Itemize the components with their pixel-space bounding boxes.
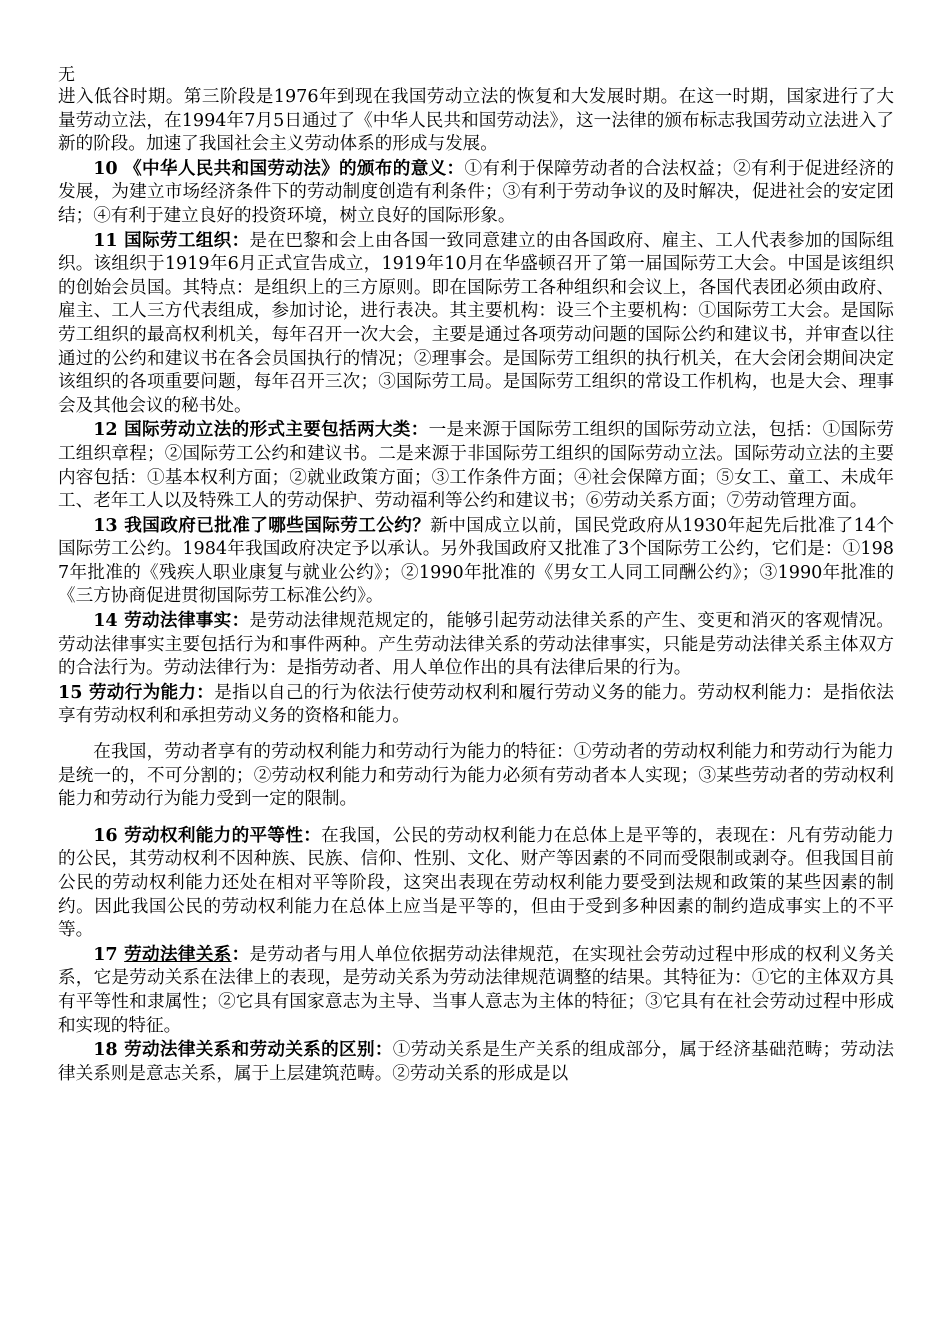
paragraph-10	[58, 157, 894, 229]
paragraph-legislation-stages	[58, 86, 894, 157]
paragraph-body: 是指以自己的行为依法行使劳动权利和履行劳动义务的能力。劳动权利能力：是指依法享有劳动权利和承担劳动义务的资格和能力。	[58, 682, 894, 727]
paragraph-body: 新中国成立以前，国民党政府从1930年起先后批准了14个国际劳工公约。1984年我国政府决定予以承认。另外我国政府又批准了3个国际劳工公约，它们是：①1987年批准的《残疾人职业康复与就业公约》；②1990年批准的《男女工人同工同酬公约》；③1990年批准的《三方协商促进贯彻国际劳工标准公约》。	[58, 515, 894, 607]
paragraph-11	[58, 229, 894, 419]
paragraph-body: 一是来源于国际劳工组织的国际劳动立法，包括：①国际劳工组织章程；②国际劳工公约和建议书。二是来源于非国际劳工组织的国际劳动立法。国际劳动立法的主要内容包括：①基本权利方面；②就业政策方面；③工作条件方面；④社会保障方面；⑤女工、童工、未成年工、老年工人以及特殊工人的劳动保护、劳动福利等公约和建议书；⑥劳动关系方面；⑦劳动管理方面。	[58, 420, 894, 512]
paragraph-heading: 18 劳动法律关系和劳动关系的区别：	[93, 1039, 393, 1061]
paragraph-heading: 15 劳动行为能力：	[58, 681, 215, 703]
paragraph-heading: 14 劳动法律事实：	[93, 610, 250, 632]
paragraph-body: 进入低谷时期。第三阶段是1976年到现在我国劳动立法的恢复和大发展时期。在这一时期，国家进行了大量劳动立法，在1994年7月5日通过了《中华人民共和国劳动法》，这一法律的颁布标志我国劳动立法进入了新的阶段。加速了我国社会主义劳动体系的形成与发展。	[58, 87, 894, 155]
paragraph-heading-colon: ：	[231, 943, 250, 965]
paragraph-body: 是劳动者与用人单位依据劳动法律规范，在实现社会劳动过程中形成的权利义务关系，它是劳动关系在法律上的表现，是劳动关系为劳动法律规范调整的结果。其特征为：①它的主体双方具有平等性和隶属性；②它具有国家意志为主导、当事人意志为主体的特征；③它具有在社会劳动过程中形成和实现的特征。	[58, 944, 894, 1036]
paragraph-body: 在我国，劳动者享有的劳动权利能力和劳动行为能力的特征：①劳动者的劳动权利能力和劳动行为能力是统一的，不可分割的；②劳动权利能力和劳动行为能力必须有劳动者本人实现；③某些劳动者的劳动权利能力和劳动行为能力受到一定的限制。	[58, 742, 894, 810]
paragraph-14	[58, 609, 894, 681]
paragraph-18	[58, 1038, 894, 1086]
paragraph-body: 在我国，公民的劳动权利能力在总体上是平等的，表现在：凡有劳动能力的公民，其劳动权利不因种族、民族、信仰、性别、文化、财产等因素的不同而受限制或剥夺。但我国目前公民的劳动权利能力还处在相对平等阶段，这突出表现在劳动权利能力要受到法规和政策的某些因素的制约。因此我国公民的劳动权利能力在总体上应当是平等的，但由于受到多种因素的制约造成事实上的不平等。	[58, 825, 894, 941]
paragraph-17	[58, 943, 894, 1038]
document-page	[58, 64, 894, 1086]
paragraph-heading-underlined: 劳动法律关系	[124, 943, 232, 965]
paragraph-15	[58, 681, 894, 729]
paragraph-body: ①劳动关系是生产关系的组成部分，属于经济基础范畴；劳动法律关系则是意志关系，属于上层建筑范畴。②劳动关系的形成是以	[58, 1040, 894, 1084]
paragraph-13	[58, 514, 894, 609]
paragraph-12	[58, 418, 894, 513]
paragraph-body: ①有利于保障劳动者的合法权益；②有利于促进经济的发展，为建立市场经济条件下的劳动制度创造有利条件；③有利于劳动争议的及时解决，促进社会的安定团结；④有利于建立良好的投资环境，树立良好的国际形象。	[58, 158, 894, 226]
paragraph-heading: 10 《中华人民共和国劳动法》的颁布的意义：	[93, 157, 465, 179]
paragraph-heading: 12 国际劳动立法的形式主要包括两大类：	[93, 419, 429, 441]
paragraph-16	[58, 824, 894, 943]
paragraph-body: 是劳动法律规范规定的，能够引起劳动法律关系的产生、变更和消灭的客观情况。劳动法律事实主要包括行为和事件两种。产生劳动法律关系的劳动法律事实，只能是劳动法律关系主体双方的合法行为。劳动法律行为：是指劳动者、用人单位作出的具有法律后果的行为。	[58, 611, 894, 679]
paragraph-heading: 11 国际劳工组织：	[93, 229, 250, 251]
paragraph-heading-number: 17	[93, 943, 125, 965]
paragraph-15-features	[58, 741, 894, 812]
paragraph-heading: 13 我国政府已批准了哪些国际劳工公约？	[93, 514, 431, 536]
paragraph-heading: 16 劳动权利能力的平等性：	[93, 824, 322, 846]
paragraph-body: 是在巴黎和会上由各国一致同意建立的由各国政府、雇主、工人代表参加的国际组织。该组织于1919年6月正式宣告成立，1919年10月在华盛顿召开了第一届国际劳工大会。中国是该组织的创始会员国。其特点：是组织上的三方原则。即在国际劳工各种组织和会议上，各国代表团必须由政府、雇主、工人三方代表组成，参加讨论，进行表决。其主要机构：设三个主要机构：①国际劳工大会。是国际劳工组织的最高权利机关，每年召开一次大会，主要是通过各项劳动问题的国际公约和建议书，并审查以往通过的公约和建议书在各会员国执行的情况；②理事会。是国际劳工组织的执行机关，在大会闭会期间决定该组织的各项重要问题，每年召开三次；③国际劳工局。是国际劳工组织的常设工作机构，也是大会、理事会及其他会议的秘书处。	[58, 230, 894, 416]
corner-mark: 无	[58, 65, 75, 85]
